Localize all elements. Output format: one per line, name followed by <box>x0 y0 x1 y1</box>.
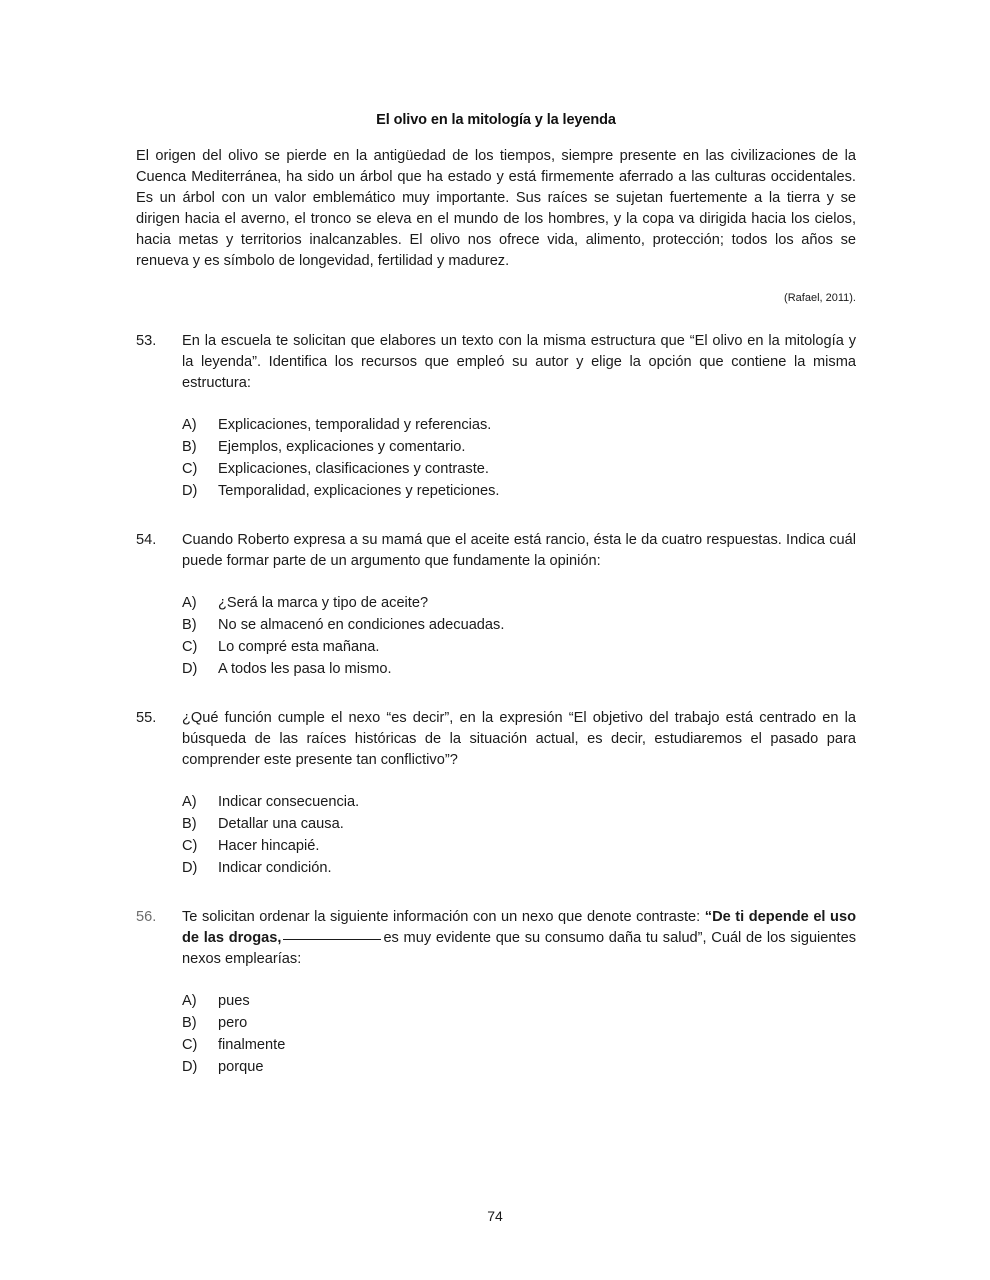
question-text-quote-open: “De ti depende el uso de las drogas, <box>182 909 856 946</box>
question-row <box>136 331 856 394</box>
option-55-d[interactable] <box>182 857 856 879</box>
option-letter: D) <box>182 483 198 499</box>
option-55-a[interactable] <box>182 791 856 813</box>
question-row <box>136 907 856 970</box>
question-row <box>136 708 856 771</box>
question-text-part1: Te solicitan ordenar la siguiente información con un nexo que denote contraste: <box>182 909 705 925</box>
option-56-d[interactable] <box>182 1056 856 1078</box>
option-text: ¿Será la marca y tipo de aceite? <box>218 595 429 611</box>
option-text: pues <box>218 993 250 1009</box>
question-text-part2: es muy evidente que su consumo daña tu salud”, Cuál de los siguientes nexos emplearías: <box>182 930 856 967</box>
option-text: porque <box>218 1059 264 1075</box>
option-letter: D) <box>182 860 198 876</box>
question-text-55: ¿Qué función cumple el nexo “es decir”, en la expresión “El objetivo del trabajo está centrado en la búsqueda de las raíces históricas de la situación actual, es decir, estudiaremos el pasado para comprender este presente tan conflictivo”? <box>182 710 856 768</box>
options-list-53 <box>182 414 856 502</box>
option-letter: C) <box>182 838 198 854</box>
option-text: Indicar consecuencia. <box>218 794 360 810</box>
option-55-c[interactable] <box>182 835 856 857</box>
option-text: Indicar condición. <box>218 860 332 876</box>
question-block-56 <box>136 907 856 1078</box>
option-53-a[interactable] <box>182 414 856 436</box>
question-text-56 <box>182 907 856 970</box>
option-54-b[interactable] <box>182 614 856 636</box>
option-56-a[interactable] <box>182 990 856 1012</box>
option-letter: A) <box>182 595 197 611</box>
option-text: Temporalidad, explicaciones y repeticiones. <box>218 483 500 499</box>
option-text: Lo compré esta mañana. <box>218 639 380 655</box>
option-letter: C) <box>182 461 198 477</box>
question-text-54: Cuando Roberto expresa a su mamá que el aceite está rancio, ésta le da cuatro respuestas. Indica cuál puede formar parte de un argumento que fundamente la opinión: <box>182 532 856 569</box>
option-53-b[interactable] <box>182 436 856 458</box>
options-list-54 <box>182 592 856 680</box>
options-list-56 <box>182 990 856 1078</box>
option-letter: B) <box>182 617 197 633</box>
passage-body: El origen del olivo se pierde en la antigüedad de los tiempos, siempre presente en las civilizaciones de la Cuenca Mediterránea, ha sido un árbol que ha estado y está firmemente aferrado a las culturas occidentales. Es un árbol con un valor emblemático muy importante. Sus raíces se sujetan fuertemente a la tierra y se dirigen hacia el averno, el tronco se eleva en el mundo de los hombres, y la copa va dirigida hacia los cielos, hacia metas y territorios inalcanzables. El olivo nos ofrece vida, alimento, protección; todos los años se renueva y es símbolo de longevidad, fertilidad y madurez. <box>136 148 856 269</box>
passage-title: El olivo en la mitología y la leyenda <box>376 112 616 128</box>
option-54-c[interactable] <box>182 636 856 658</box>
options-list-55 <box>182 791 856 879</box>
fill-in-blank[interactable] <box>283 939 381 940</box>
option-text: finalmente <box>218 1037 286 1053</box>
option-letter: C) <box>182 639 198 655</box>
option-letter: A) <box>182 993 197 1009</box>
question-block-54 <box>136 530 856 680</box>
option-text: Explicaciones, clasificaciones y contraste. <box>218 461 489 477</box>
option-letter: C) <box>182 1037 198 1053</box>
option-56-c[interactable] <box>182 1034 856 1056</box>
page-number: 74 <box>487 1208 503 1224</box>
page-content <box>136 110 856 1078</box>
option-letter: B) <box>182 439 197 455</box>
question-number-55: 55. <box>136 710 157 726</box>
passage-citation: (Rafael, 2011). <box>784 292 856 304</box>
option-54-d[interactable] <box>182 658 856 680</box>
question-block-55 <box>136 708 856 879</box>
option-55-b[interactable] <box>182 813 856 835</box>
question-number-54: 54. <box>136 532 157 548</box>
question-number-56: 56. <box>136 909 157 925</box>
option-54-a[interactable] <box>182 592 856 614</box>
option-text: Ejemplos, explicaciones y comentario. <box>218 439 466 455</box>
option-text: pero <box>218 1015 248 1031</box>
question-block-53 <box>136 331 856 502</box>
option-53-d[interactable] <box>182 480 856 502</box>
option-letter: A) <box>182 417 197 433</box>
option-text: Explicaciones, temporalidad y referencias. <box>218 417 492 433</box>
option-text: A todos les pasa lo mismo. <box>218 661 392 677</box>
option-letter: A) <box>182 794 197 810</box>
option-56-b[interactable] <box>182 1012 856 1034</box>
option-letter: B) <box>182 1015 197 1031</box>
question-row <box>136 530 856 572</box>
option-letter: D) <box>182 1059 198 1075</box>
option-text: No se almacenó en condiciones adecuadas. <box>218 617 505 633</box>
option-text: Detallar una causa. <box>218 816 344 832</box>
option-53-c[interactable] <box>182 458 856 480</box>
option-letter: D) <box>182 661 198 677</box>
question-number-53: 53. <box>136 333 157 349</box>
question-text-53: En la escuela te solicitan que elabores un texto con la misma estructura que “El olivo en la mitología y la leyenda”. Identifica los recursos que empleó su autor y elige la opción que contiene la misma estructura: <box>182 333 856 391</box>
option-text: Hacer hincapié. <box>218 838 320 854</box>
option-letter: B) <box>182 816 197 832</box>
